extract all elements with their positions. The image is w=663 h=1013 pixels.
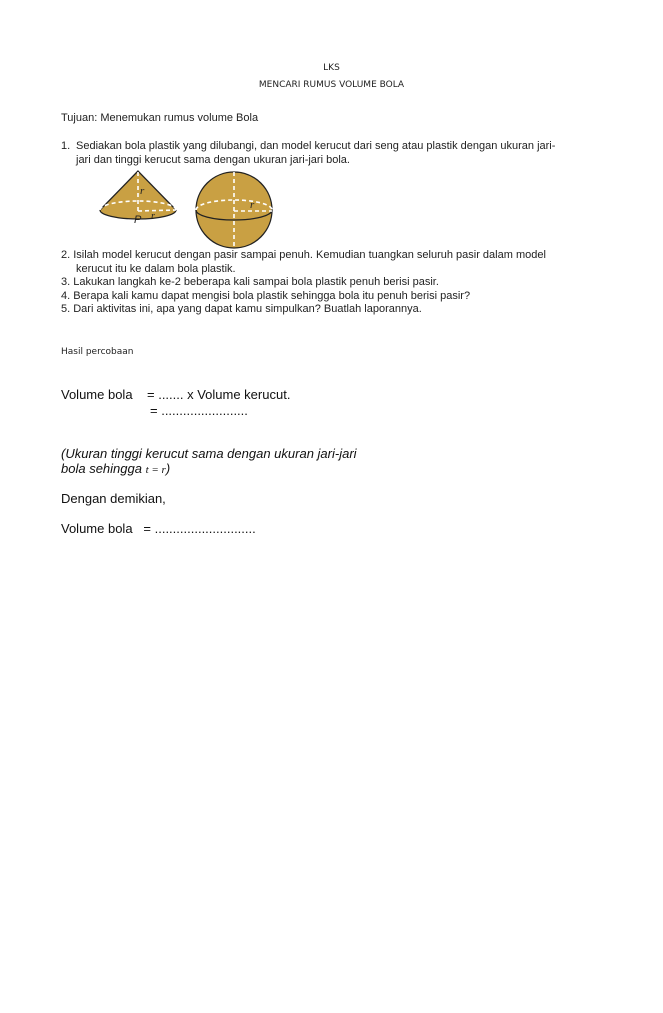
volume-expression-2: = ........................ <box>150 403 248 418</box>
conclusion-intro: Dengan demikian, <box>61 491 166 506</box>
note-line-2-text: bola sehingga <box>61 461 146 476</box>
results-heading: Hasil percobaan <box>61 347 134 357</box>
volume-label: Volume bola <box>61 387 133 402</box>
note-formula: t = r <box>145 464 166 476</box>
step-1-line-1: Sediakan bola plastik yang dilubangi, dan model kerucut dari seng atau plastik dengan ukuran jari- <box>76 140 556 152</box>
note-line-2 <box>61 461 170 478</box>
cone-and-sphere-figure <box>96 168 278 250</box>
step-4: 4. Berapa kali kamu dapat mengisi bola plastik sehingga bola itu penuh berisi pasir? <box>61 289 471 302</box>
step-list <box>61 249 621 317</box>
step-1-text <box>76 140 616 167</box>
cone-illustration <box>100 171 176 226</box>
final-volume-equation <box>61 521 256 536</box>
step-2-line-2: kerucut itu ke dalam bola plastik. <box>76 262 236 275</box>
step-5: 5. Dari aktivitas ini, apa yang dapat kamu simpulkan? Buatlah laporannya. <box>61 303 422 315</box>
volume-equation-1 <box>61 387 290 402</box>
goal-statement: Tujuan: Menemukan rumus volume Bola <box>61 112 259 124</box>
cone-height-label: r <box>140 185 145 197</box>
document-title: LKS <box>323 63 340 73</box>
final-volume-label: Volume bola <box>61 521 133 536</box>
document-subtitle: MENCARI RUMUS VOLUME BOLA <box>258 80 405 90</box>
note-close: ) <box>165 461 171 476</box>
step-1-number: 1. <box>61 140 71 152</box>
sphere-illustration <box>196 172 272 248</box>
step-3: 3. Lakukan langkah ke-2 beberapa kali sampai bola plastik penuh berisi pasir. <box>61 276 439 288</box>
step-2-line-1: 2. Isilah model kerucut dengan pasir sampai penuh. Kemudian tuangkan seluruh pasir dalam model <box>61 249 546 261</box>
final-volume-expression: = ............................ <box>143 521 256 536</box>
cone-radius-label: r <box>151 211 155 222</box>
sphere-radius-label: r <box>250 199 255 211</box>
volume-expression-1: = ....... x Volume kerucut. <box>147 387 291 402</box>
cone-center-label: P <box>134 214 142 226</box>
note-line-1: (Ukuran tinggi kerucut sama dengan ukuran jari-jari <box>61 446 357 461</box>
step-1-line-2: jari dan tinggi kerucut sama dengan ukuran jari-jari bola. <box>76 153 350 166</box>
